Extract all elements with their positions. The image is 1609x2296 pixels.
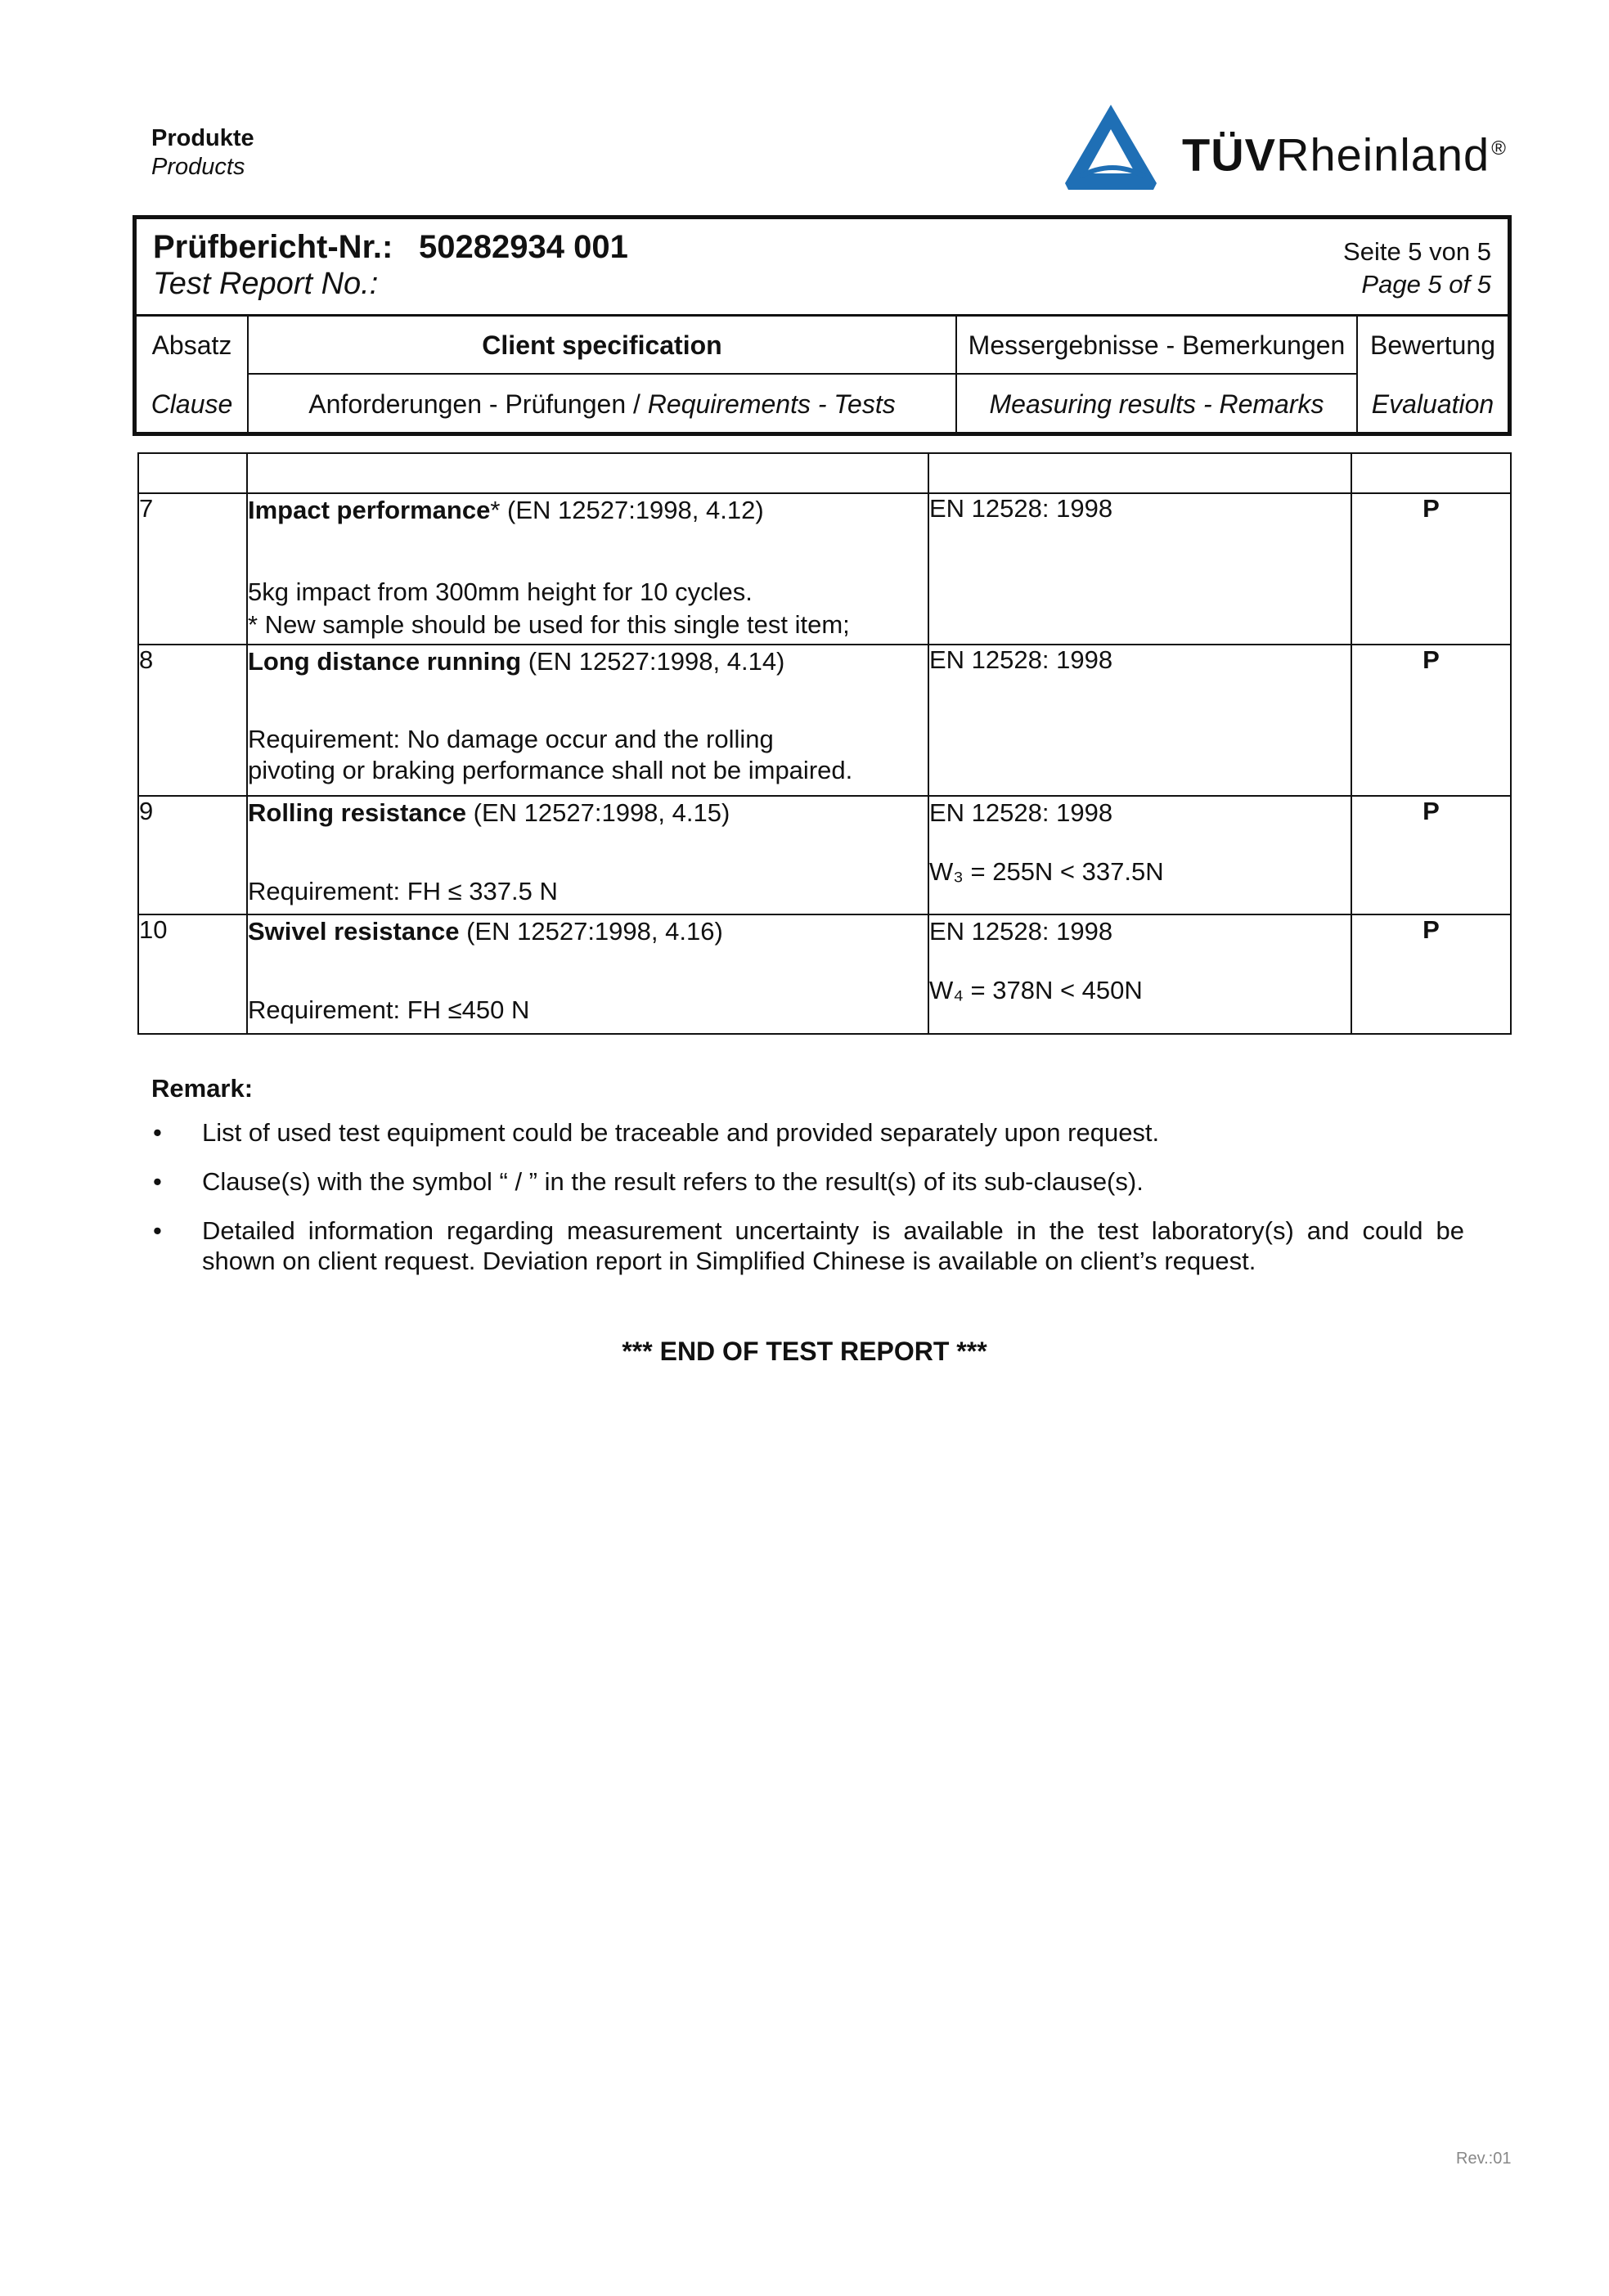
column-header-clause	[137, 314, 249, 436]
table-row	[138, 796, 1511, 914]
bullet-icon: •	[153, 1216, 162, 1245]
specification-cell	[247, 645, 928, 796]
clause-number: 9	[138, 796, 247, 914]
report-number-label-en: Test Report No.:	[153, 267, 379, 301]
logo-wordmark-bold: TÜV	[1182, 128, 1276, 181]
evaluation-pass: P	[1351, 493, 1511, 645]
test-title: Long distance running	[248, 647, 522, 676]
revision-label: Rev.:01	[1456, 2150, 1512, 2168]
remark-text: Detailed information regarding measurement uncertainty is available in the test laboratory(s) and could be shown on client request. Deviation report in Simplified Chinese is available on client’s request.	[202, 1216, 1464, 1275]
column-header-clause-en: Clause	[151, 389, 233, 419]
table-cell	[247, 453, 928, 493]
logo-wordmark	[1182, 123, 1507, 182]
tuv-rheinland-logo	[1063, 101, 1521, 191]
end-of-report: *** END OF TEST REPORT ***	[622, 1337, 987, 1366]
column-header-divider	[249, 373, 955, 375]
table-row	[138, 914, 1511, 1034]
test-title: Rolling resistance	[248, 798, 467, 827]
page-indicator-en: Page 5 of 5	[1361, 270, 1491, 299]
report-header-box	[133, 215, 1512, 436]
table-row	[138, 493, 1511, 645]
test-title-line	[248, 915, 928, 948]
column-header-spec-sub	[249, 389, 955, 420]
column-header-results	[957, 314, 1358, 436]
report-number-label-de: Prüfbericht-Nr.:	[153, 229, 393, 265]
table-cell	[1351, 453, 1511, 493]
report-number: 50282934 001	[419, 229, 628, 265]
test-standard-ref: (EN 12527:1998, 4.16)	[459, 917, 723, 946]
evaluation-pass: P	[1351, 796, 1511, 914]
bullet-icon: •	[153, 1118, 162, 1147]
test-detail: Requirement: No damage occur and the rolling	[248, 725, 774, 753]
column-header-specification	[249, 314, 957, 436]
table-row	[138, 645, 1511, 796]
test-title-line	[248, 645, 928, 678]
logo-wordmark-rest: Rheinland	[1276, 128, 1490, 181]
products-label	[151, 124, 254, 182]
test-results-table	[137, 452, 1512, 1035]
test-detail: pivoting or braking performance shall not be impaired.	[248, 756, 853, 784]
test-standard-ref: (EN 12527:1998, 4.15)	[466, 798, 730, 827]
column-header-evaluation	[1358, 314, 1508, 436]
report-header-row	[137, 219, 1508, 317]
column-header-divider	[957, 373, 1356, 375]
test-detail: 5kg impact from 300mm height for 10 cycles.	[248, 577, 753, 606]
column-header-results-de: Messergebnisse - Bemerkungen	[968, 330, 1346, 360]
remark-list	[151, 1117, 1464, 1295]
table-cell	[928, 453, 1351, 493]
registered-mark: ®	[1491, 137, 1507, 160]
column-header-clause-de: Absatz	[151, 330, 232, 360]
clause-number: 7	[138, 493, 247, 645]
test-title: Swivel resistance	[248, 917, 460, 946]
list-item	[151, 1215, 1464, 1276]
result-standard: EN 12528: 1998	[929, 798, 1113, 827]
column-header-results-en: Measuring results - Remarks	[989, 389, 1324, 419]
column-header-evaluation-de: Bewertung	[1370, 330, 1495, 360]
result-standard: EN 12528: 1998	[929, 494, 1113, 523]
result-cell	[928, 796, 1351, 914]
result-cell	[928, 493, 1351, 645]
clause-number: 8	[138, 645, 247, 796]
test-detail: Requirement: FH ≤ 337.5 N	[248, 877, 558, 905]
result-standard: EN 12528: 1998	[929, 645, 1113, 674]
result-cell	[928, 645, 1351, 796]
remark-text: Clause(s) with the symbol “ / ” in the result refers to the result(s) of its sub-clause(s).	[202, 1167, 1144, 1196]
test-standard-ref: * (EN 12527:1998, 4.12)	[490, 496, 764, 524]
bullet-icon: •	[153, 1167, 162, 1196]
page-indicator-de: Seite 5 von 5	[1343, 237, 1491, 266]
specification-cell	[247, 493, 928, 645]
column-header-spec-sub-en: Requirements - Tests	[647, 389, 896, 419]
result-cell	[928, 914, 1351, 1034]
column-header-spec-title: Client specification	[482, 330, 722, 360]
result-standard: EN 12528: 1998	[929, 917, 1113, 946]
products-label-en: Products	[151, 154, 245, 180]
triangle-logo-icon	[1063, 101, 1162, 191]
evaluation-pass: P	[1351, 914, 1511, 1034]
test-title-line	[248, 494, 928, 527]
specification-cell	[247, 796, 928, 914]
test-detail: Requirement: FH ≤450 N	[248, 995, 530, 1024]
specification-cell	[247, 914, 928, 1034]
remark-text: List of used test equipment could be traceable and provided separately upon request.	[202, 1118, 1160, 1147]
list-item	[151, 1117, 1464, 1148]
evaluation-pass: P	[1351, 645, 1511, 796]
test-standard-ref: (EN 12527:1998, 4.14)	[521, 647, 785, 676]
test-title-line	[248, 797, 928, 829]
column-header-evaluation-en: Evaluation	[1371, 389, 1494, 419]
list-item	[151, 1166, 1464, 1197]
remark-title: Remark:	[151, 1074, 254, 1103]
test-title: Impact performance	[248, 496, 491, 524]
column-header-spec-sub-de: Anforderungen - Prüfungen /	[308, 389, 648, 419]
table-spacer-row	[138, 453, 1511, 493]
result-measurement: W₄ = 378N < 450N	[929, 976, 1143, 1004]
table-cell	[138, 453, 247, 493]
result-measurement: W₃ = 255N < 337.5N	[929, 857, 1164, 886]
test-detail: * New sample should be used for this single test item;	[248, 610, 850, 639]
products-label-de: Produkte	[151, 125, 254, 151]
clause-number: 10	[138, 914, 247, 1034]
